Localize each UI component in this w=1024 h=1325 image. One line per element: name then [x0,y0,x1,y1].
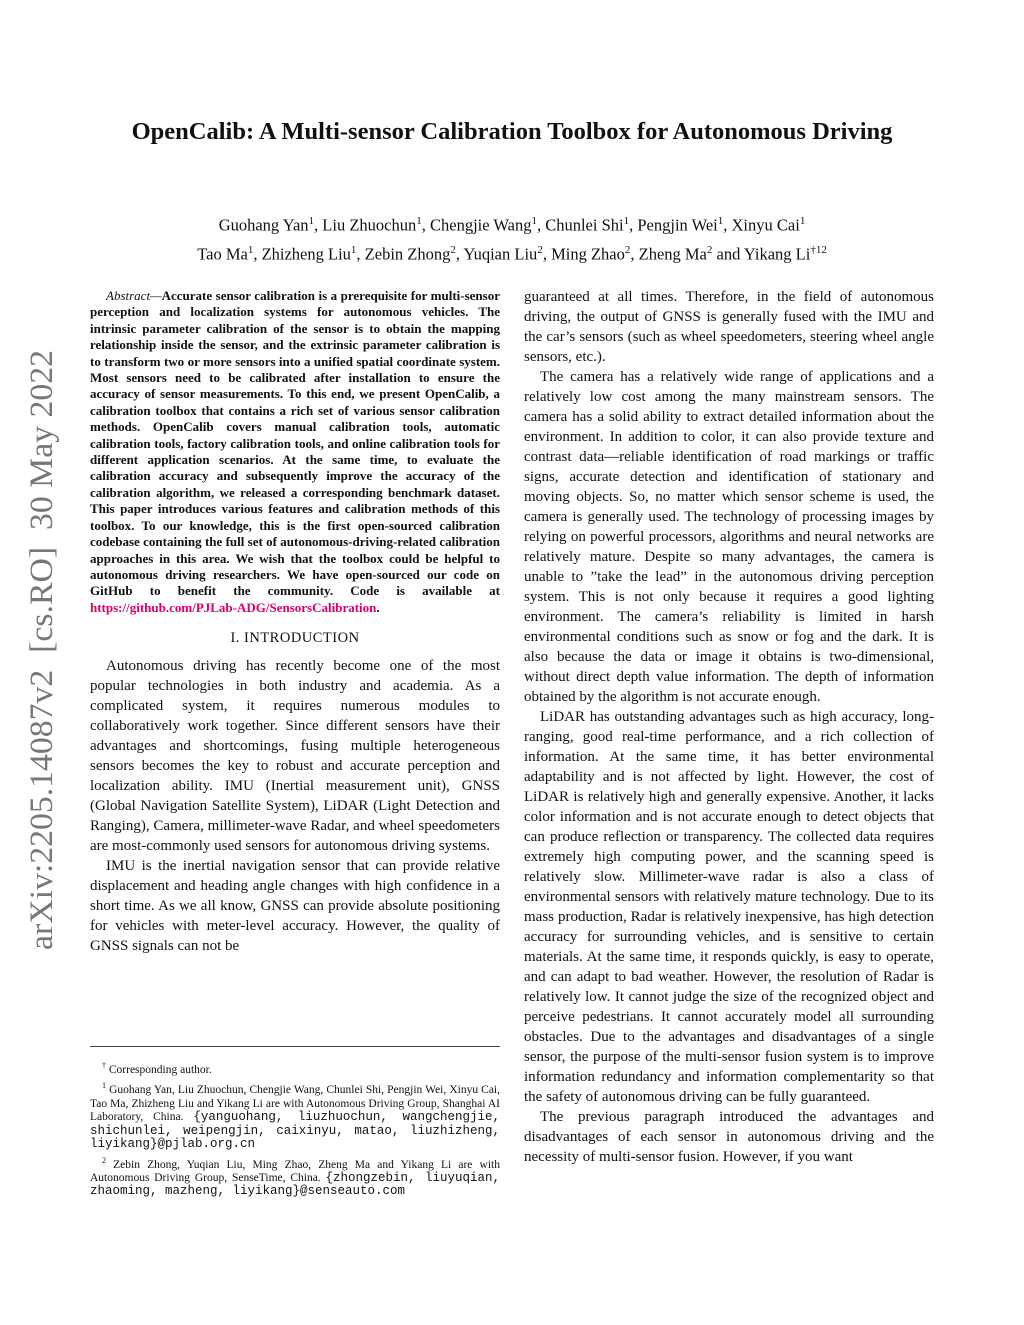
github-link[interactable]: https://github.com/PJLab-ADG/SensorsCalibration [90,599,377,615]
footnote-mark: † [102,1061,106,1070]
body-paragraph: The previous paragraph introduced the advantages and disadvantages of each sensor in autonomous driving and the necessity of multi-sensor fusion. However, if you want [524,1109,934,1165]
left-column [90,288,500,956]
author-affiliation-mark: 2 [706,243,713,256]
author-affiliation-mark: 1 [247,243,254,256]
author-line-1: Guohang Yan$^1$, Liu Zhuochun$^1$, Chengjie Wang$^1$, Chunlei Shi$^1$, Pengjin Wei$^1$, Xinyu Cai$^1$ [218,215,806,235]
author-name: Tao Ma [197,244,248,263]
author-name: Ming Zhao [551,244,625,263]
arxiv-identifier-text: arXiv:2205.14087v2 [cs.RO] 30 May 2022 [24,363,60,950]
author-name: Chengjie Wang [429,215,532,235]
author-affiliation-mark: 1 [799,215,806,227]
abstract-label: Abstract— [106,288,162,303]
author-affiliation-mark: 1 [308,215,315,227]
abstract [90,288,500,616]
section-heading-introduction: I. INTRODUCTION [230,630,360,647]
author-name: Yikang Li [743,244,811,263]
author-name: Chunlei Shi [545,215,624,235]
author-affiliation-mark: 2 [450,243,456,256]
author-name: Zheng Ma [638,244,707,263]
author-affiliation-mark: 2 [537,243,543,256]
author-list [90,209,934,266]
body-paragraph: LiDAR has outstanding advantages such as high accuracy, long-ranging, good real-time performance, and a rich collection of information. At the same time, it has better environmental adaptability and is not affected by light. However, the cost of LiDAR is relatively high and generally expensive. Another, it lacks color information and is not accurate enough to detect objects that can produce reflection or transparency. The collected data requires extremely high computing power, and the scanning speed is relatively slow. Millimeter-wave radar is also a class of environmental sensors with relatively mature technology. Due to its mass production, Radar is relatively inexpensive, has high detection accuracy for surrounding vehicles, and is sensitive to certain materials. At the same time, it responds quickly, is easy to operate, and can adapt to bad weather. However, the resolution of Radar is relatively low. It cannot judge the size of the recognized object and perceive pedestrians. It cannot accurately model all surrounding obstacles. Due to the advantages and disadvantages of a single sensor, the purpose of the multi-sensor fusion system is to improve information redundancy and information complementarity so that the safety of autonomous driving can be fully guaranteed. [524,709,934,1105]
author-affiliation-mark: 1 [531,215,537,227]
abstract-text: Accurate sensor calibration is a prerequisite for multi-sensor perception and localization systems for autonomous vehicles. The intrinsic parameter calibration of the sensor is to obtain the mapping relationship inside the sensor, and the extrinsic parameter calibration is to transform two or more sensors into a unified spatial coordinate system. Most sensors need to be calibrated after installation to ensure the accuracy of sensor measurements. To this end, we present OpenCalib, a calibration toolbox that contains a rich set of various sensor calibration methods. OpenCalib covers manual calibration tools, automatic calibration tools, factory calibration tools, and online calibration tools for different application scenarios. At the same time, to evaluate the calibration accuracy and subsequently improve the accuracy of the calibration algorithm, we released a corresponding benchmark dataset. This paper introduces various features and calibration methods of this toolbox. To our knowledge, this is the first open-sourced calibration codebase containing the full set of autonomous-driving-related calibration approaches in this area. We wish that the toolbox could be helpful to autonomous driving researchers. We have open-sourced our code on GitHub to benefit the community. Code is available at [90,288,500,599]
author-name: Pengjin Wei [637,215,718,235]
footnote-emails: {zhongzebin, liuyuqian, zhaoming, mazheng, liyikang}@senseauto.com [90,1170,500,1199]
right-column [524,287,934,1167]
author-affiliation-mark: 1 [350,243,357,256]
paper-title: OpenCalib: A Multi-sensor Calibration Toolbox for Autonomous Driving [131,118,893,145]
abstract-end: . [376,599,380,615]
author-name: Guohang Yan [218,215,309,235]
footnote-affiliation-1: $^1$ Guohang Yan, Liu Zhuochun, Chengjie Wang, Chunlei Shi, Pengjin Wei, Xinyu Cai, Tao Ma, Zhizheng Liu and Yikang Li are with Autonomous Driving Group, Shanghai AI Laboratory, China. {yanguohang, liuzhuochun, wangchengjie, shichunlei, weipengjin, caixinyu, matao, liuzhizheng, liyikang}@pjlab.org.cn [90,1081,500,1152]
author-name: Zebin Zhong [364,244,451,263]
arxiv-identifier-stamp [8,340,68,960]
author-affiliation-mark: 2 [624,243,631,256]
footnote-mark: 1 [102,1081,106,1091]
footnote-corresponding: † Corresponding author. [102,1061,212,1076]
footnote-emails: {yanguohang, liuzhuochun, wangchengjie, shichunlei, weipengjin, caixinyu, matao, liuzhizheng, liyikang}@pjlab.org.cn [90,1110,500,1152]
footnote-affiliation-2: $^2$ Zebin Zhong, Yuqian Liu, Ming Zhao, Zheng Ma and Yikang Li are with Autonomous Driving Group, SenseTime, China. {zhongzebin, liuyuqian, zhaoming, mazheng, liyikang}@senseauto.com [90,1155,500,1199]
footnote-mark: 2 [102,1155,106,1165]
body-paragraph: Autonomous driving has recently become one of the most popular technologies in both industry and academia. As a complicated system, it requires numerous modules to collaboratively work together. Since different sensors have their advantages and shortcomings, fusing multiple heterogeneous sensors becomes the key to robust and accurate perception and localization ability. IMU (Inertial measurement unit), GNSS (Global Navigation Satellite System), LiDAR (Light Detection and Ranging), Camera, millimeter-wave Radar, and wheel speedometers are most-commonly used sensors for autonomous driving systems. [90,658,500,855]
body-paragraph: guaranteed at all times. Therefore, in the field of autonomous driving, the output of GNSS is generally fused with the IMU and the car’s sensors (such as wheel speedometers, steering wheel angle sensors, etc.). [524,289,934,365]
author-name: Yuqian Liu [463,244,538,263]
author-affiliation-mark: 1 [623,215,630,227]
body-paragraph: IMU is the inertial navigation sensor that can provide relative displacement and heading angle changes with high confidence in a short time. As we all know, GNSS can provide absolute positioning for vehicles with meter-level accuracy. However, the quality of GNSS signals can not be [90,858,500,955]
author-name: Xinyu Cai [731,215,800,235]
author-affiliation-mark: 1 [717,215,724,227]
body-paragraph: The camera has a relatively wide range of applications and a relatively low cost among the many mainstream sensors. The camera has a solid ability to extract detailed information about the environment. In addition to color, it can also provide texture and contrast data—reliable identification of road markings or traffic signs, accurate detection and identification of stationary and moving objects. So, no matter which sensor scheme is used, the camera is generally used. The technology of processing images by relying on powerful processors, algorithms and neural networks are relatively mature. Despite so many advantages, the camera is unable to ”take the lead” in the autonomous driving perception system. This is not only because it requires a good lighting environment. The camera’s reliability is limited in harsh environmental conditions such as snow or fog and the dark. It is also because the data or image it obtains is two-dimensional, without direct depth value information. The depth of information obtained by the algorithm is not accurate enough. [524,369,934,705]
author-line-2: Tao Ma$^1$, Zhizheng Liu$^1$, Zebin Zhong$^2$, Yuqian Liu$^2$, Ming Zhao$^2$, Zheng Ma$^2$ and Yikang Li$^{\dagger 12}$ [197,243,827,263]
author-affiliation-mark: 1 [416,215,422,227]
author-affiliation-mark: †12 [810,243,827,256]
footnotes [90,1046,500,1201]
author-name: Zhizheng Liu [261,244,351,263]
author-name: Liu Zhuochun [322,215,417,235]
